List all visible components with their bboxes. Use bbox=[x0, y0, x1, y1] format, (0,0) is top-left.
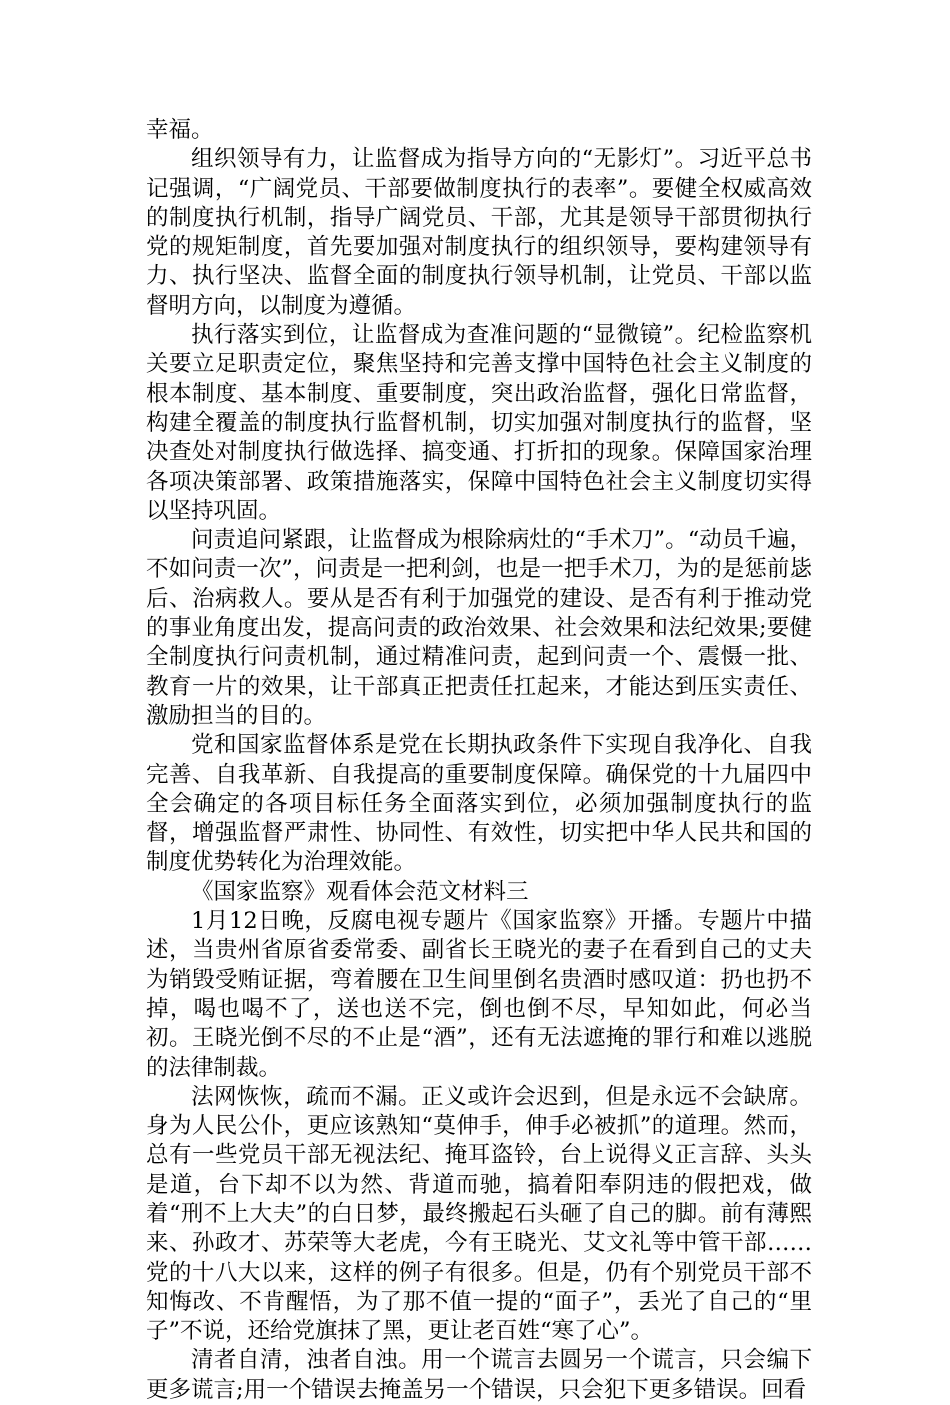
paragraph-continuation: 幸福。 bbox=[146, 117, 214, 143]
paragraph-broadcast: 1月12日晚，反腐电视专题片《国家监察》开播。专题片中描述，当贵州省原省委常委、副省长王晓光的妻子在看到自己的丈夫为销毁受贿证据，弯着腰在卫生间里倒名贵酒时感叹道：扔也扔不掉，喝也喝不了，送也送不完，倒也倒不尽，早知如此，何必当初。王晓光倒不尽的不止是“酒”，还有无法遮掩的罪行和难以逃脱的法律制裁。 bbox=[146, 908, 812, 1081]
paragraph-accountability: 问责追问紧跟，让监督成为根除病灶的“手术刀”。“动员千遍，不如问责一次”，问责是一把利剑，也是一把手术刀，为的是惩前毖后、治病救人。要从是否有利于加强党的建设、是否有利于推动党的事业角度出发，提高问责的政治效果、社会效果和法纪效果;要健全制度执行问责机制，通过精准问责，起到问责一个、震慑一批、教育一片的效果，让干部真正把责任扛起来，才能达到压实责任、激励担当的目的。 bbox=[146, 527, 812, 729]
paragraph-law-net: 法网恢恢，疏而不漏。正义或许会迟到，但是永远不会缺席。身为人民公仆，更应该熟知“莫伸手，伸手必被抓”的道理。然而，总有一些党员干部无视法纪、掩耳盗铃，台上说得义正言辞、头头是道，台下却不以为然、背道而驰，搞着阳奉阴违的假把戏，做着“刑不上大夫”的白日梦，最终搬起石头砸了自己的脚。前有薄熙来、孙政才、苏荣等大老虎，今有王晓光、艾文礼等中管干部……党的十八大以来，这样的例子有很多。但是，仍有个别党员干部不知悔改、不肯醒悟，为了那不值一提的“面子”，丢光了自己的“里子”不说，还给党旗抹了黑，更让老百姓“寒了心”。 bbox=[146, 1083, 812, 1345]
paragraph-supervision-system: 党和国家监督体系是党在长期执政条件下实现自我净化、自我完善、自我革新、自我提高的重要制度保障。确保党的十九届四中全会确定的各项目标任务全面落实到位，必须加强制度执行的监督，增强监督严肃性、协同性、有效性，切实把中华人民共和国的制度优势转化为治理效能。 bbox=[146, 732, 812, 876]
paragraph-clear-turbid: 清者自清，浊者自浊。用一个谎言去圆另一个谎言，只会编下更多谎言;用一个错误去掩盖另一个错误，只会犯下更多错误。回看 bbox=[146, 1347, 812, 1403]
paragraph-leadership: 组织领导有力，让监督成为指导方向的“无影灯”。习近平总书记强调，“广阔党员、干部要做制度执行的表率”。要健全权威高效的制度执行机制，指导广阔党员、干部，尤其是领导干部贯彻执行党的规矩制度，首先要加强对制度执行的组织领导，要构建领导有力、执行坚决、监督全面的制度执行领导机制，让党员、干部以监督明方向，以制度为遵循。 bbox=[146, 146, 812, 319]
document-page bbox=[146, 116, 812, 1405]
section-heading: 《国家监察》观看体会范文材料三 bbox=[191, 878, 529, 905]
paragraph-execution: 执行落实到位，让监督成为查准问题的“显微镜”。纪检监察机关要立足职责定位，聚焦坚持和完善支撑中国特色社会主义制度的根本制度、基本制度、重要制度，突出政治监督，强化日常监督，构建全覆盖的制度执行监督机制，切实加强对制度执行的监督，坚决查处对制度执行做选择、搞变通、打折扣的现象。保障国家治理各项决策部署、政策措施落实，保障中国特色社会主义制度切实得以坚持巩固。 bbox=[146, 322, 812, 524]
